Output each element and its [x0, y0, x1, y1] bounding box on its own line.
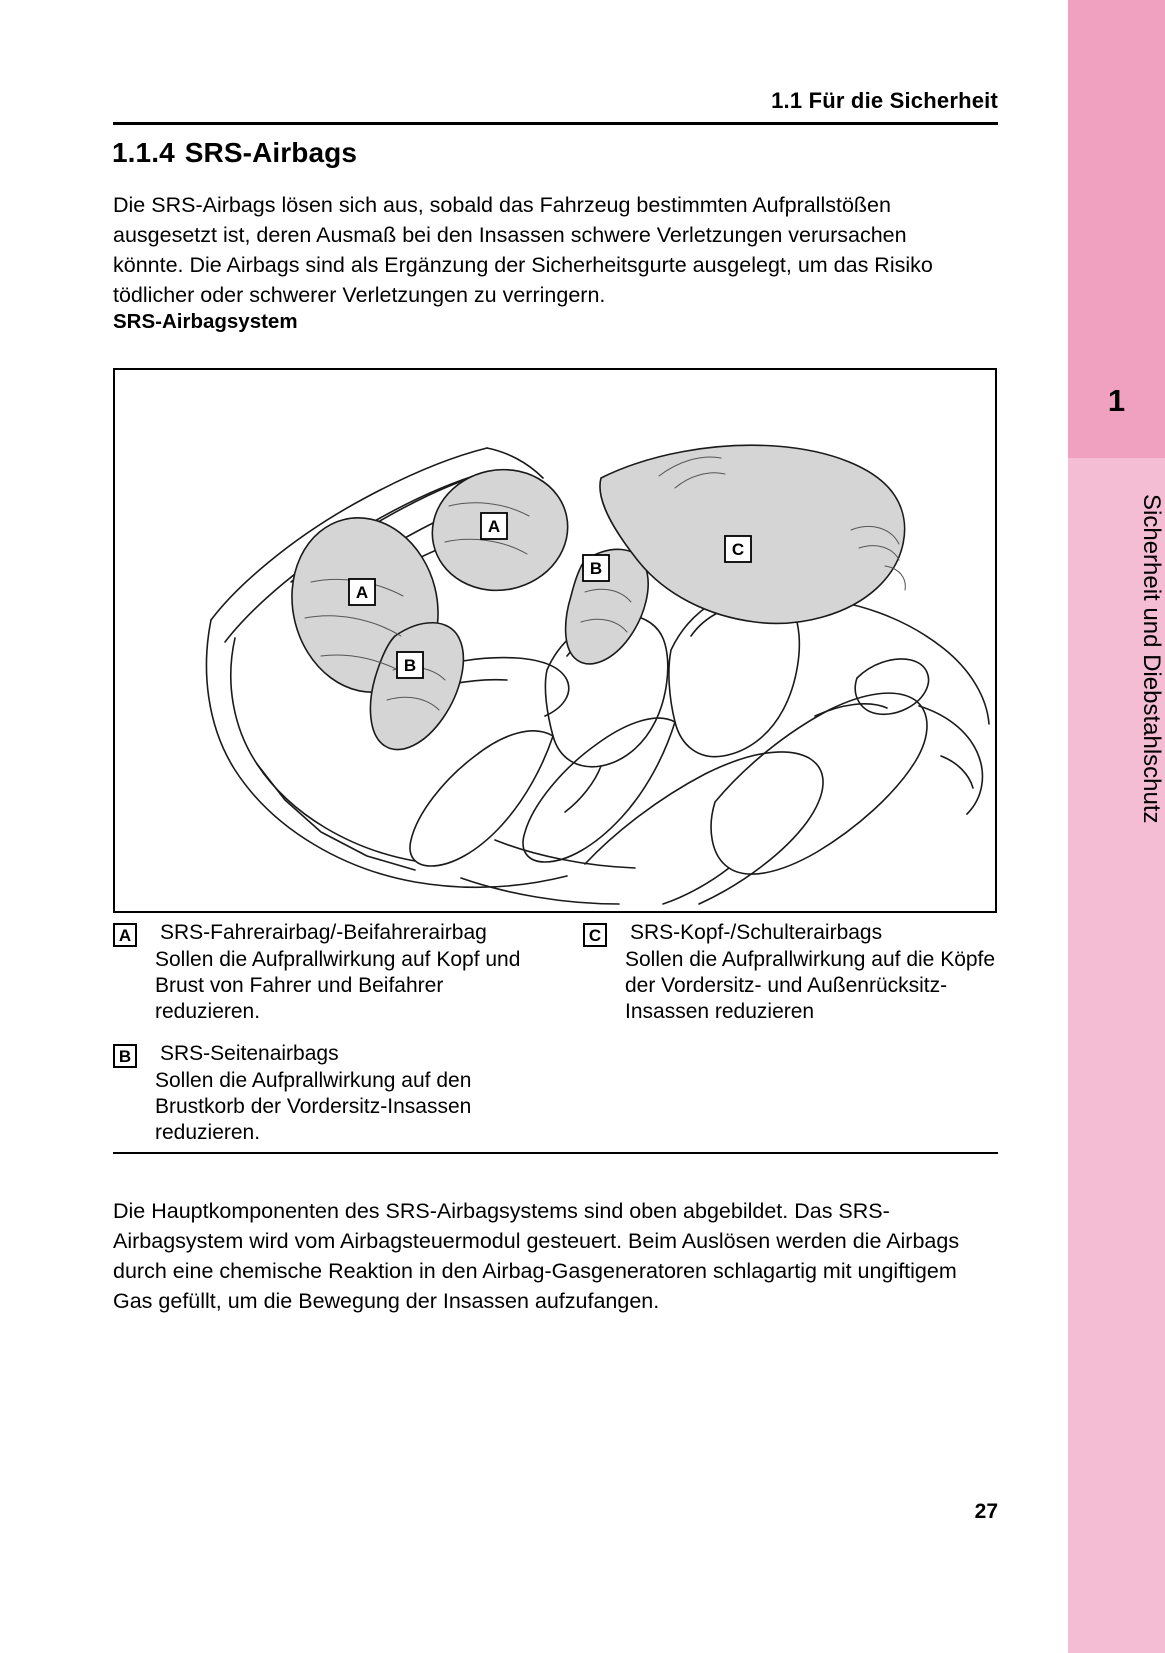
svg-text:B: B [589, 559, 603, 578]
chapter-number: 1 [1107, 383, 1126, 418]
callout-A-driver [349, 579, 375, 605]
sub-heading: SRS-Airbagsystem [113, 310, 298, 333]
callout-A-passenger [481, 513, 507, 539]
page-number: 27 [974, 1500, 998, 1523]
section-title-text: SRS-Airbags [184, 137, 358, 168]
closing-paragraph: Die Hauptkomponenten des SRS-Airbagsystems sind oben abgebildet. Das SRS-Airbagsystem wird vom Airbagsteuermodul gesteuert. Beim Auslösen werden die Airbags durch eine chemische Reaktion in den Airbag-Gasgeneratoren schlagartig mit ungiftigem Gas gefüllt, um die Bewegung der Insassen aufzufangen. [113, 1199, 960, 1313]
legend-desc-c: Sollen die Aufprallwirkung auf die Köpfe der Vordersitz- und Außenrücksitz-Insassen reduzieren [625, 948, 996, 1023]
legend-item-b [113, 1041, 533, 1146]
svg-text:A: A [355, 583, 369, 602]
legend-title-a: SRS-Fahrerairbag/-Beifahrerairbag [160, 921, 487, 944]
callout-B-driver [397, 652, 423, 678]
legend-title-c: SRS-Kopf-/Schulterairbags [630, 921, 883, 944]
chapter-label: Sicherheit und Diebstahlschutz [1138, 494, 1165, 824]
header-divider [113, 122, 998, 125]
running-head: 1.1 Für die Sicherheit [771, 88, 998, 113]
legend-desc-a: Sollen die Aufprallwirkung auf Kopf und Brust von Fahrer und Beifahrer reduzieren. [155, 948, 521, 1023]
legend-divider [113, 1152, 998, 1154]
legend-badge-b: B [113, 1044, 137, 1068]
intro-paragraph: Die SRS-Airbags lösen sich aus, sobald das Fahrzeug bestimmten Aufprallstößen ausgesetzt ist, deren Ausmaß bei den Insassen schwere Verletzungen verursachen könnte. Die Airbags sind als Ergänzung der Sicherheitsgurte ausgelegt, um das Risiko tödlicher oder schwerer Verletzungen zu verringern. [113, 193, 933, 307]
legend-item-c [583, 920, 1003, 1025]
chapter-tab-label-block [1068, 458, 1165, 1653]
legend-title-b: SRS-Seitenairbags [160, 1042, 339, 1065]
car-interior-illustration [115, 370, 995, 911]
svg-text:A: A [487, 517, 501, 536]
chapter-thumb-tab [1068, 0, 1165, 1653]
legend-badge-a: A [113, 923, 137, 947]
legend-desc-b: Sollen die Aufprallwirkung auf den Brustkorb der Vordersitz-Insassen reduzieren. [155, 1069, 472, 1144]
legend-column-left [113, 920, 533, 1162]
airbag-system-figure [113, 368, 997, 913]
section-number: 1.1.4 [112, 137, 175, 168]
chapter-tab-number-block [1068, 0, 1165, 458]
page-title [112, 137, 998, 169]
figure-legend [113, 920, 997, 1145]
legend-badge-c: C [583, 923, 607, 947]
legend-column-right [583, 920, 1003, 1041]
callout-B-passenger [583, 555, 609, 581]
svg-text:B: B [403, 656, 417, 675]
callout-C-curtain [725, 536, 751, 562]
svg-text:C: C [731, 540, 745, 559]
legend-item-a [113, 920, 533, 1025]
